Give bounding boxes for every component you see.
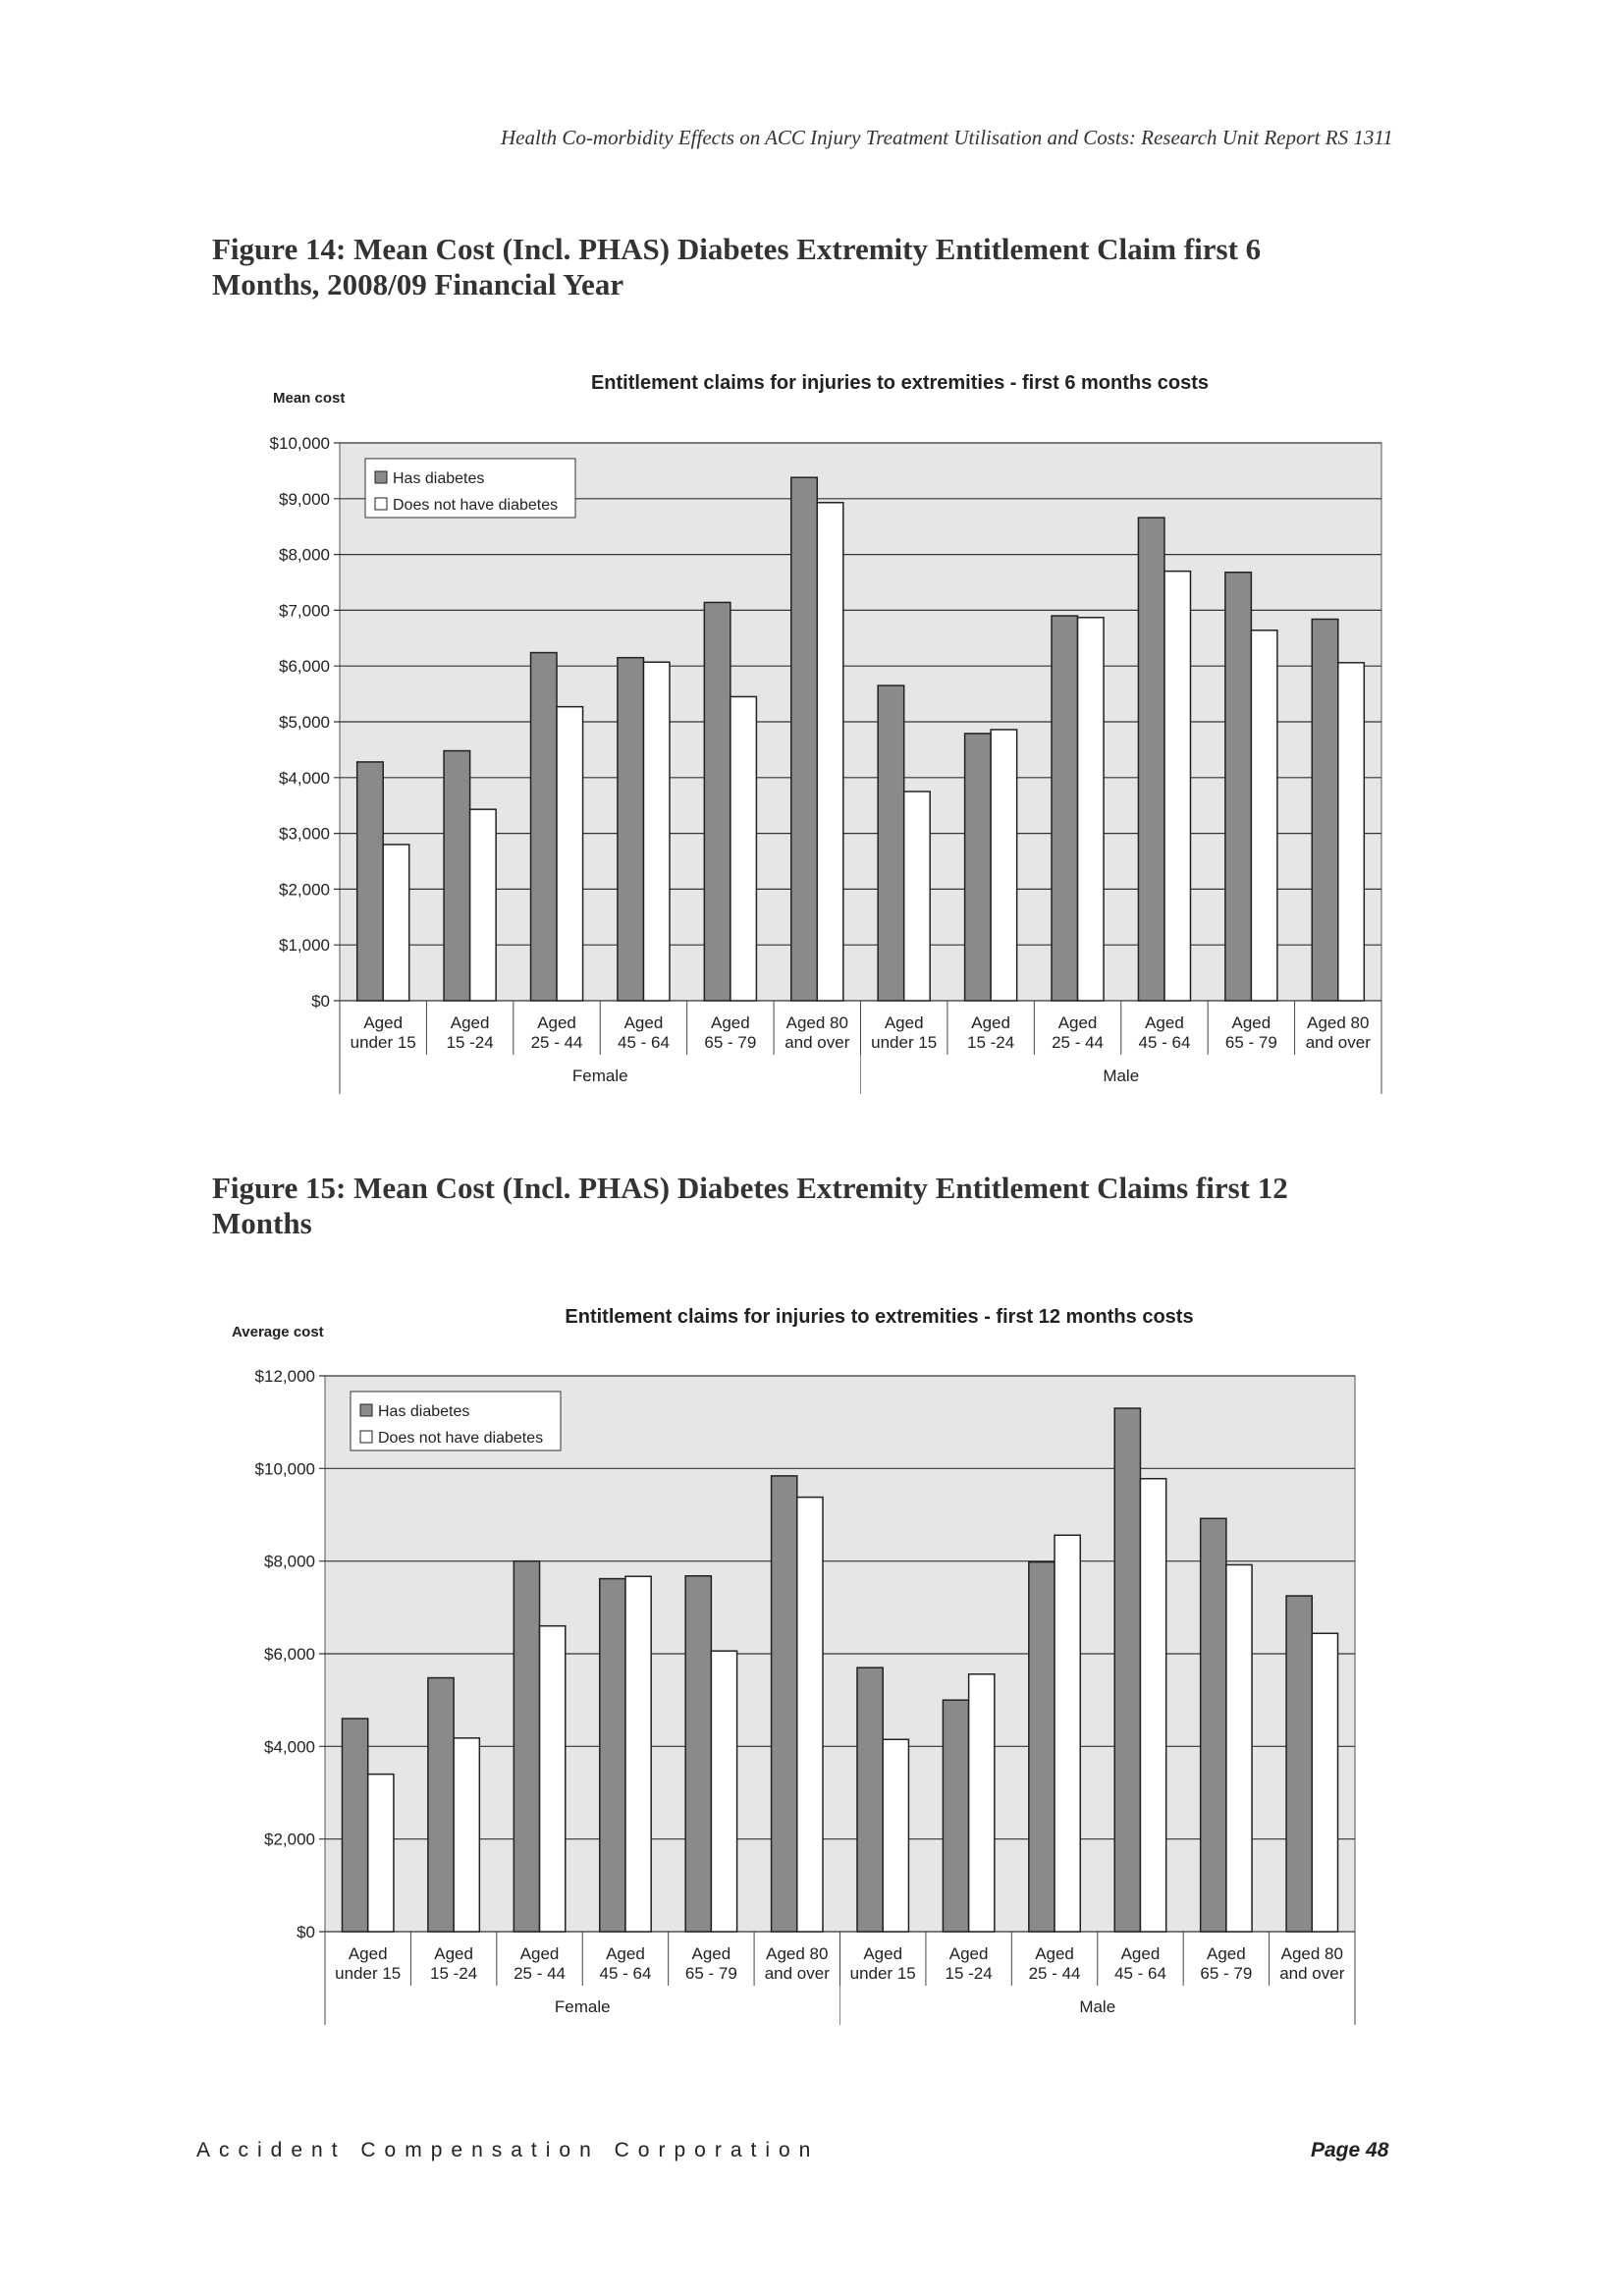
y-tick-label: $3,000: [279, 824, 330, 844]
y-axis-label: Average cost: [232, 1324, 324, 1340]
x-tick-label: Aged: [1035, 1944, 1074, 1963]
legend-label: Has diabetes: [393, 470, 485, 487]
x-tick-label: Aged: [363, 1013, 404, 1032]
legend-swatch: [375, 498, 387, 510]
legend-swatch: [375, 471, 387, 483]
y-tick-label: $4,000: [264, 1737, 315, 1757]
y-tick-label: $1,000: [279, 936, 330, 956]
x-tick-label: Aged: [711, 1013, 750, 1032]
caption-line: Figure 15: Mean Cost (Incl. PHAS) Diabetes Extremity Entitlement Claims first 12: [212, 1171, 1288, 1205]
y-tick-label: $12,000: [254, 1367, 315, 1386]
chart-title: Entitlement claims for injuries to extremities - first 6 months costs: [590, 372, 1210, 394]
bar-has-diabetes: [1138, 518, 1164, 1001]
bar-has-diabetes: [1029, 1562, 1055, 1932]
bar-no-diabetes: [470, 809, 497, 1001]
caption-line: Months: [212, 1206, 312, 1240]
bar-no-diabetes: [991, 730, 1017, 1001]
bar-no-diabetes: [969, 1674, 995, 1932]
bar-no-diabetes: [730, 696, 757, 1001]
y-tick-label: $6,000: [264, 1645, 315, 1664]
y-tick-label: $2,000: [279, 880, 330, 900]
bar-has-diabetes: [704, 602, 730, 1001]
bar-has-diabetes: [514, 1561, 539, 1932]
legend-label: Does not have diabetes: [393, 497, 559, 514]
x-tick-label: 25 - 44: [1052, 1033, 1105, 1052]
x-tick-label: Aged: [971, 1013, 1010, 1032]
bar-has-diabetes: [685, 1576, 711, 1932]
bar-has-diabetes: [965, 734, 992, 1001]
y-tick-label: $8,000: [264, 1552, 315, 1571]
x-tick-label: Aged 80: [785, 1013, 848, 1032]
legend-swatch: [360, 1404, 372, 1416]
bar-no-diabetes: [1078, 618, 1105, 1001]
bar-has-diabetes: [428, 1678, 454, 1932]
legend-label: Has diabetes: [378, 1403, 470, 1420]
bar-has-diabetes: [600, 1579, 625, 1932]
x-tick-label: Aged: [884, 1013, 924, 1032]
x-tick-label: Aged: [606, 1944, 645, 1963]
x-tick-label: 45 - 64: [1113, 1964, 1166, 1983]
x-tick-label: 25 - 44: [514, 1964, 567, 1983]
caption-line: Figure 14: Mean Cost (Incl. PHAS) Diabetes Extremity Entitlement Claim first 6: [212, 232, 1262, 266]
x-tick-label: 25 - 44: [1028, 1964, 1081, 1983]
x-tick-label: Aged: [537, 1013, 576, 1032]
footer-org: Accident Compensation Corporation: [196, 2139, 820, 2161]
y-tick-label: $9,000: [279, 489, 330, 509]
bar-no-diabetes: [883, 1739, 908, 1932]
y-tick-label: $8,000: [279, 545, 330, 565]
y-axis-label: Mean cost: [273, 390, 346, 407]
x-tick-label: Aged: [434, 1944, 473, 1963]
x-tick-label: Aged: [348, 1944, 388, 1963]
bar-no-diabetes: [1226, 1564, 1252, 1932]
bar-no-diabetes: [643, 662, 670, 1001]
bar-no-diabetes: [383, 845, 409, 1001]
x-tick-label: 65 - 79: [704, 1033, 757, 1052]
chart-title: Entitlement claims for injuries to extremities - first 12 months costs: [565, 1306, 1194, 1328]
x-tick-label: Aged: [948, 1944, 989, 1963]
x-tick-label: 15 -24: [446, 1033, 494, 1052]
bar-has-diabetes: [531, 653, 558, 1001]
bar-no-diabetes: [711, 1651, 736, 1932]
x-tick-label: 65 - 79: [1200, 1964, 1253, 1983]
bar-no-diabetes: [625, 1576, 651, 1932]
bar-has-diabetes: [1225, 573, 1252, 1001]
y-tick-label: $4,000: [279, 768, 330, 788]
x-tick-label: Aged: [1145, 1013, 1184, 1032]
y-tick-label: $10,000: [269, 434, 330, 453]
x-tick-label: 65 - 79: [684, 1964, 737, 1983]
x-tick-label: Aged: [1207, 1944, 1246, 1963]
x-tick-label: under 15: [871, 1033, 938, 1052]
bar-no-diabetes: [904, 792, 931, 1001]
x-tick-label: Aged: [863, 1944, 903, 1963]
y-tick-label: $2,000: [264, 1830, 315, 1849]
x-tick-label: under 15: [350, 1033, 416, 1052]
group-label: Female: [571, 1066, 628, 1085]
bar-has-diabetes: [1114, 1408, 1140, 1932]
x-tick-label: and over: [1305, 1033, 1371, 1052]
bar-no-diabetes: [557, 707, 583, 1001]
bar-has-diabetes: [1052, 616, 1078, 1001]
bar-no-diabetes: [1251, 630, 1277, 1001]
y-tick-label: $10,000: [254, 1459, 315, 1479]
x-tick-label: and over: [1279, 1964, 1345, 1983]
bar-has-diabetes: [857, 1667, 883, 1932]
y-tick-label: $6,000: [279, 657, 330, 677]
page-number: Page 48: [1311, 2139, 1389, 2161]
bar-has-diabetes: [772, 1476, 797, 1932]
x-tick-label: Aged: [450, 1013, 490, 1032]
group-label: Male: [1103, 1066, 1140, 1085]
x-tick-label: 45 - 64: [599, 1964, 652, 1983]
bar-no-diabetes: [1338, 663, 1365, 1001]
bar-has-diabetes: [791, 477, 818, 1001]
y-tick-label: $0: [311, 992, 330, 1011]
x-tick-label: 25 - 44: [530, 1033, 583, 1052]
bar-has-diabetes: [1286, 1596, 1312, 1932]
x-tick-label: Aged: [1057, 1013, 1098, 1032]
x-tick-label: Aged: [1120, 1944, 1161, 1963]
x-tick-label: 15 -24: [945, 1964, 993, 1983]
x-tick-label: 45 - 64: [617, 1033, 670, 1052]
bar-has-diabetes: [878, 685, 904, 1001]
x-tick-label: Aged 80: [1280, 1944, 1343, 1963]
legend-swatch: [360, 1431, 372, 1443]
group-label: Male: [1079, 1997, 1116, 2016]
group-label: Female: [554, 1997, 611, 2016]
bar-no-diabetes: [817, 503, 843, 1001]
bar-no-diabetes: [1055, 1535, 1080, 1932]
x-tick-label: 15 -24: [430, 1964, 478, 1983]
x-tick-label: Aged 80: [766, 1944, 829, 1963]
y-tick-label: $7,000: [279, 601, 330, 621]
x-tick-label: 65 - 79: [1224, 1033, 1277, 1052]
y-tick-label: $5,000: [279, 713, 330, 732]
y-tick-label: $0: [297, 1923, 315, 1941]
bar-has-diabetes: [1201, 1518, 1226, 1932]
x-tick-label: Aged: [519, 1944, 560, 1963]
bar-has-diabetes: [444, 751, 470, 1001]
bar-no-diabetes: [368, 1775, 394, 1932]
x-tick-label: under 15: [849, 1964, 916, 1983]
x-tick-label: and over: [784, 1033, 850, 1052]
x-tick-label: Aged: [691, 1944, 731, 1963]
bar-has-diabetes: [618, 658, 644, 1001]
bar-has-diabetes: [357, 762, 384, 1001]
bar-no-diabetes: [454, 1738, 479, 1932]
x-tick-label: Aged 80: [1307, 1013, 1370, 1032]
x-tick-label: under 15: [335, 1964, 402, 1983]
x-tick-label: Aged: [1231, 1013, 1271, 1032]
running-header: Health Co-morbidity Effects on ACC Injury Treatment Utilisation and Costs: Research Unit Report RS 1311: [501, 126, 1393, 149]
x-tick-label: Aged: [623, 1013, 664, 1032]
x-tick-label: and over: [764, 1964, 830, 1983]
caption-line: Months, 2008/09 Financial Year: [212, 267, 624, 301]
bar-has-diabetes: [342, 1719, 367, 1932]
bar-no-diabetes: [1164, 572, 1191, 1001]
bar-has-diabetes: [1312, 619, 1338, 1001]
legend-label: Does not have diabetes: [378, 1430, 544, 1447]
bar-no-diabetes: [1140, 1479, 1165, 1932]
bar-no-diabetes: [1312, 1633, 1337, 1932]
x-tick-label: 45 - 64: [1138, 1033, 1191, 1052]
bar-no-diabetes: [797, 1498, 823, 1932]
bar-no-diabetes: [540, 1626, 566, 1932]
x-tick-label: 15 -24: [967, 1033, 1015, 1052]
bar-has-diabetes: [943, 1700, 968, 1932]
